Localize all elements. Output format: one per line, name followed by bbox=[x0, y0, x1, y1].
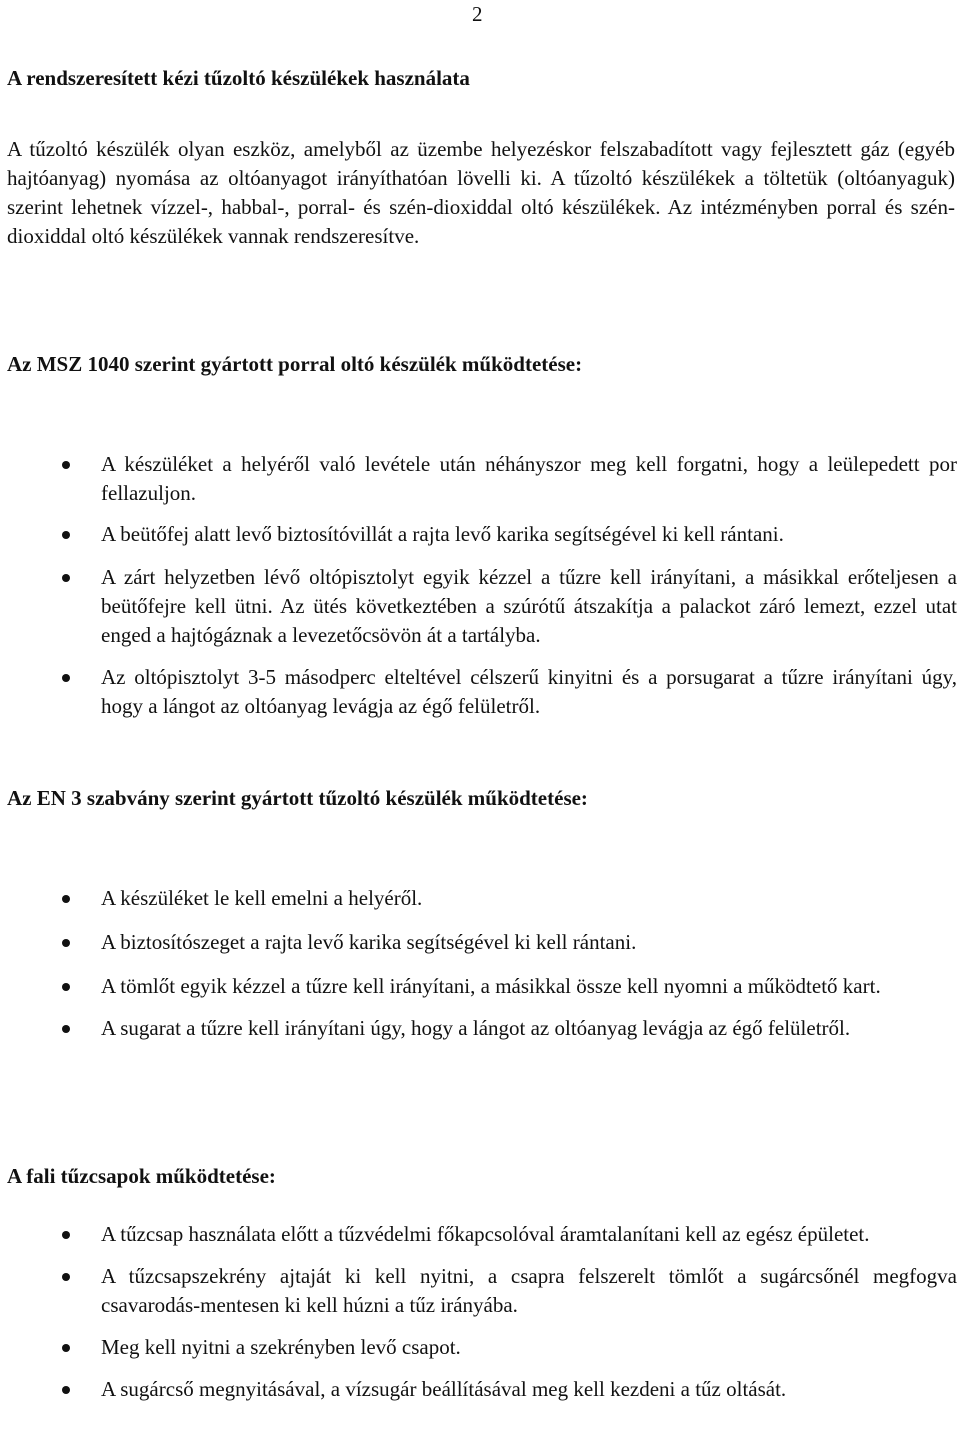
list-item-text: Az oltópisztolyt 3-5 másodperc elteltével célszerű kinyitni és a porsugarat a tűzre irányítani úgy, hogy a lángot az oltóanyag levágja az égő felületről. bbox=[101, 665, 957, 718]
list-item bbox=[0, 663, 957, 721]
list-item-text: A tömlőt egyik kézzel a tűzre kell irányítani, a másikkal össze kell nyomni a működtető kart. bbox=[101, 974, 881, 998]
bullet-icon bbox=[62, 939, 70, 947]
document-title: A rendszeresített kézi tűzoltó készülékek használata bbox=[7, 66, 470, 90]
list-item-text: A beütőfej alatt levő biztosítóvillát a rajta levő karika segítségével ki kell rántani. bbox=[101, 522, 784, 546]
en3-steps-list bbox=[0, 884, 957, 1043]
list-item bbox=[0, 928, 957, 957]
fire-hydrant-steps-list bbox=[0, 1220, 957, 1404]
bullet-icon bbox=[62, 1273, 70, 1281]
list-item-text: A készüléket a helyéről való levétele után néhányszor meg kell forgatni, hogy a leülepedett por fellazuljon. bbox=[101, 452, 957, 505]
list-item bbox=[0, 563, 957, 650]
intro-paragraph: A tűzoltó készülék olyan eszköz, amelyből az üzembe helyezéskor felszabadított vagy fejlesztett gáz (egyéb hajtóanyag) nyomása az oltóanyagot irányíthatóan lövelli ki. A tűzoltó készülékek a töltetük (oltóanyaguk) szerint lehetnek vízzel-, habbal-, porral- és szén-dioxiddal oltó készülékek. Az intézményben porral és szén-dioxiddal oltó készülékek vannak rendszeresítve. bbox=[7, 137, 955, 248]
bullet-icon bbox=[62, 895, 70, 903]
list-item-text: A biztosítószeget a rajta levő karika segítségével ki kell rántani. bbox=[101, 930, 637, 954]
list-item bbox=[0, 1220, 957, 1249]
bullet-icon bbox=[62, 1231, 70, 1239]
msz1040-steps-list bbox=[0, 450, 957, 721]
list-item-text: A sugarat a tűzre kell irányítani úgy, hogy a lángot az oltóanyag levágja az égő felületről. bbox=[101, 1016, 851, 1040]
bullet-icon bbox=[62, 983, 70, 991]
bullet-icon bbox=[62, 1386, 70, 1394]
section-heading-fire-hydrants: A fali tűzcsapok működtetése: bbox=[7, 1164, 276, 1188]
list-item bbox=[0, 1375, 957, 1404]
list-item-text: A tűzcsapszekrény ajtaját ki kell nyitni, a csapra felszerelt tömlőt a sugárcsőnél megfogva csavarodás-mentesen ki kell húzni a tűz irányába. bbox=[101, 1264, 957, 1317]
section-heading-en3: Az EN 3 szabvány szerint gyártott tűzoltó készülék működtetése: bbox=[7, 786, 588, 810]
page-number: 2 bbox=[472, 2, 483, 26]
bullet-icon bbox=[62, 1344, 70, 1352]
list-item bbox=[0, 450, 957, 508]
bullet-icon bbox=[62, 1025, 70, 1033]
list-item-text: A zárt helyzetben lévő oltópisztolyt egyik kézzel a tűzre kell irányítani, a másikkal erőteljesen a beütőfejre kell ütni. Az ütés következtében a szúrótű átszakítja a palackot záró lemezt, ezzel utat enged a hajtógáznak a levezetőcsövön át a tartályba. bbox=[101, 565, 957, 647]
list-item-text: A tűzcsap használata előtt a tűzvédelmi főkapcsolóval áramtalanítani kell az egész épületet. bbox=[101, 1222, 870, 1246]
list-item bbox=[0, 1262, 957, 1320]
list-item bbox=[0, 884, 957, 913]
list-item bbox=[0, 1333, 957, 1362]
bullet-icon bbox=[62, 674, 70, 682]
list-item bbox=[0, 520, 957, 549]
section-heading-msz1040: Az MSZ 1040 szerint gyártott porral oltó készülék működtetése: bbox=[7, 352, 583, 376]
list-item bbox=[0, 972, 957, 1001]
list-item-text: A sugárcső megnyitásával, a vízsugár beállításával meg kell kezdeni a tűz oltását. bbox=[101, 1377, 787, 1401]
list-item-text: Meg kell nyitni a szekrényben levő csapot. bbox=[101, 1335, 461, 1359]
list-item-text: A készüléket le kell emelni a helyéről. bbox=[101, 886, 423, 910]
list-item bbox=[0, 1014, 957, 1043]
bullet-icon bbox=[62, 574, 70, 582]
bullet-icon bbox=[62, 531, 70, 539]
bullet-icon bbox=[62, 461, 70, 469]
